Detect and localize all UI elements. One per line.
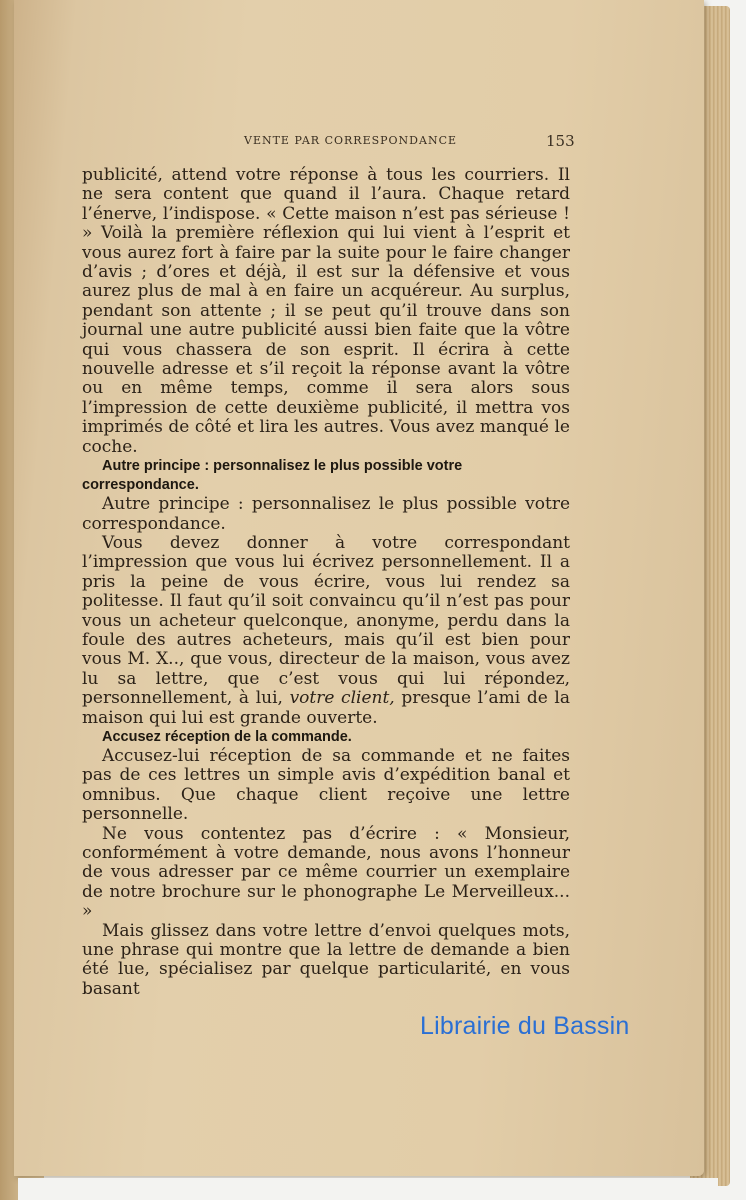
running-head: VENTE PAR CORRESPONDANCE <box>244 134 458 147</box>
paragraph: Mais glissez dans votre lettre d’envoi quelques mots, une phrase qui montre que la lettre de demande a bien été lue, spécialisez par quelque particularité, en vous basant <box>82 920 570 999</box>
page-number: 153 <box>546 132 575 150</box>
paragraph-text: presque l’ami de la maison qui lui est grande ouverte. <box>82 688 570 728</box>
paragraph: Ne vous contentez pas d’écrire : « Monsieur, conformément à votre demande, nous avons l’honneur de vous adresser par ce même courrier un exemplaire de notre brochure sur le phonographe Le Merveilleux... » <box>82 823 570 922</box>
section-heading: Autre principe : personnalisez le plus possible votre correspondance. <box>82 458 463 494</box>
background-strip <box>18 1178 718 1200</box>
paragraph: Accusez-lui réception de sa commande et ne faites pas de ces lettres un simple avis d’expédition banal et omnibus. Que chaque client reçoive une lettre personnelle. <box>82 745 570 825</box>
book-page <box>14 0 704 1176</box>
paragraph: publicité, attend votre réponse à tous les courriers. Il ne sera content que quand il l’aura. Chaque retard l’énerve, l’indispose. « Cette maison n’est pas sérieuse ! » Voilà la première réflexion qui lui vient à l’esprit et vous aurez fort à faire par la suite pour le faire changer d’avis ; d’ores et déjà, il est sur la défensive et vous aurez plus de mal à en faire un acquéreur. Au surplus, pendant son attente ; il se peut qu’il trouve dans son journal une autre publicité aussi bien faite que la vôtre qui vous chassera de son esprit. Il écrira à cette nouvelle adresse et s’il reçoit la réponse avant la vôtre ou en même temps, comme il sera alors sous l’impression de cette deuxième publicité, il mettra vos imprimés de côté et lira les autres. Vous avez manqué le coche. <box>82 165 570 457</box>
paragraph-text: Vous devez donner à votre correspondant l’impression que vous lui écrivez personnellement. Il a pris la peine de vous écrire, vous lui rendez sa politesse. Il faut qu’il soit convaincu qu’il n’est pas pour vous un acheteur quelconque, anonyme, perdu dans la foule des autres acheteurs, mais qu’il est bien pour vous M. X.., que vous, directeur de la maison, vous avez lu sa lettre, que c’est vous qui lui répondez, personnellement, à lui, <box>82 532 570 709</box>
body-text <box>82 166 570 999</box>
section-heading: Accusez réception de la commande. <box>102 728 352 745</box>
paragraph <box>82 534 570 728</box>
emphasis-text: votre client, <box>289 688 395 709</box>
watermark: Librairie du Bassin <box>420 1012 630 1040</box>
paragraph: Autre principe : personnalisez le plus possible votre correspondance. <box>82 494 570 534</box>
